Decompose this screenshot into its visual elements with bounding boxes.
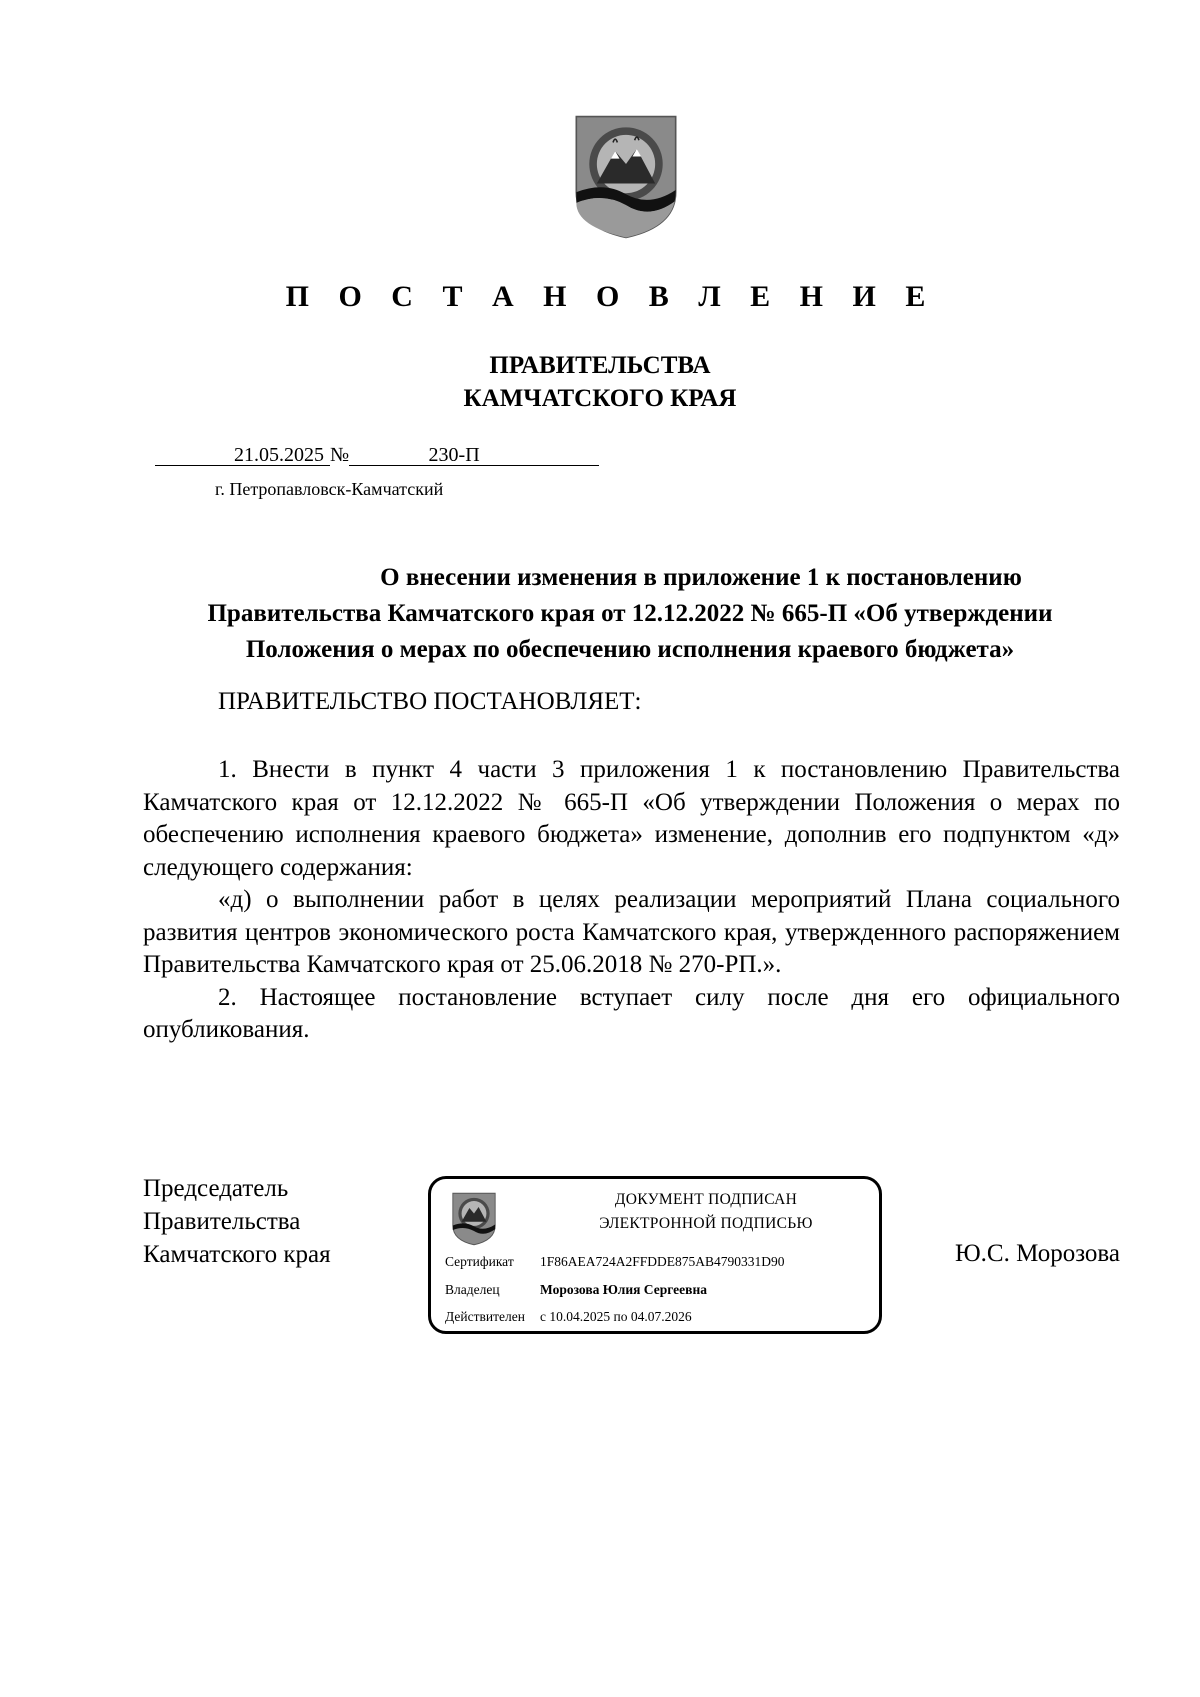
- certificate-row: [445, 1254, 785, 1270]
- stamp-title-line-2: ЭЛЕКТРОННОЙ ПОДПИСЬЮ: [599, 1215, 813, 1232]
- position-line-2: Правительства: [143, 1208, 301, 1235]
- validity-value: с 10.04.2025 по 04.07.2026: [540, 1309, 692, 1324]
- signatory-position: [143, 1172, 331, 1271]
- paragraph-2: 2. Настоящее постановление вступает силу после дня его официального опубликования.: [143, 983, 1120, 1043]
- stamp-title-line-1: ДОКУМЕНТ ПОДПИСАН: [614, 1191, 798, 1208]
- document-number: 230-П: [349, 444, 599, 466]
- validity-row: [445, 1309, 692, 1325]
- document-body: [143, 754, 1120, 1047]
- decree-phrase: ПРАВИТЕЛЬСТВО ПОСТАНОВЛЯЕТ:: [218, 688, 642, 715]
- date-number-line: [155, 444, 599, 467]
- certificate-label: Сертификат: [445, 1254, 514, 1269]
- issuer-line-1: ПРАВИТЕЛЬСТВА: [489, 352, 711, 379]
- signatory-name: Ю.С. Морозова: [954, 1240, 1120, 1267]
- document-type-title: П О С Т А Н О В Л Е Н И Е: [285, 280, 937, 313]
- number-sign: №: [330, 444, 350, 466]
- coat-of-arms-icon: [572, 112, 680, 242]
- subject-line-2: Правительства Камчатского края от 12.12.2022 № 665-П «Об утверждении: [207, 600, 1053, 627]
- issuer-line-2: КАМЧАТСКОГО КРАЯ: [463, 385, 737, 412]
- position-line-1: Председатель: [143, 1175, 289, 1202]
- paragraph-1: 1. Внести в пункт 4 части 3 приложения 1 к постановлению Правительства Камчатского края от 12.12.2022 № 665-П «Об утверждении Положения о мерах по обеспечению исполнения краевого бюджета» изменение, дополнив его подпунктом «д» следующего содержания:: [143, 756, 1120, 881]
- paragraph-1-subitem: «д) о выполнении работ в целях реализации мероприятий Плана социального развития центров экономического роста Камчатского края, утвержденного распоряжением Правительства Камчатского края от 25.06.2018 № 270-РП.».: [143, 886, 1120, 978]
- certificate-value: 1F86AEA724A2FFDDE875AB4790331D90: [540, 1254, 785, 1269]
- electronic-signature-stamp: [428, 1176, 882, 1334]
- owner-row: [445, 1282, 707, 1298]
- city: г. Петропавловск-Камчатский: [215, 479, 444, 499]
- stamp-coat-of-arms-icon: [451, 1191, 497, 1247]
- validity-label: Действителен: [445, 1309, 525, 1324]
- subject-line-1: О внесении изменения в приложение 1 к постановлению: [380, 564, 1022, 591]
- document-subject: [140, 560, 1120, 668]
- position-line-3: Камчатского края: [143, 1241, 331, 1268]
- document-date: 21.05.2025: [155, 444, 330, 466]
- owner-label: Владелец: [445, 1282, 500, 1297]
- subject-line-3: Положения о мерах по обеспечению исполнения краевого бюджета»: [245, 636, 1015, 663]
- owner-value: Морозова Юлия Сергеевна: [540, 1282, 707, 1297]
